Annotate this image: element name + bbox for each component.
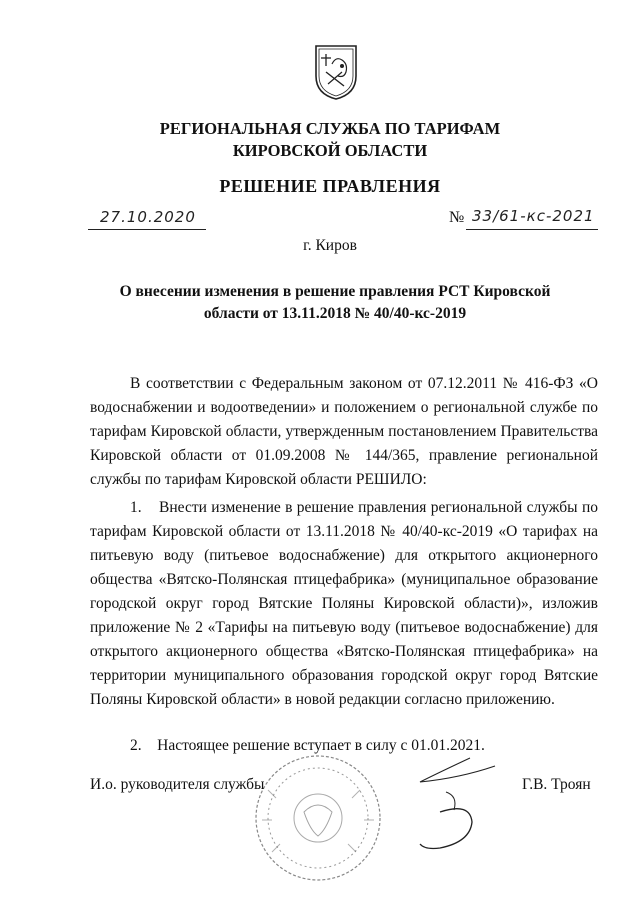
- document-date: 27.10.2020: [100, 208, 196, 226]
- document-number: 33/61-кс-2021: [472, 207, 595, 225]
- city: г. Киров: [303, 237, 357, 254]
- document-subject: О внесении изменения в решение правления РСТ Кировской области от 13.11.2018 № 40/40-кс-2019: [119, 283, 551, 322]
- number-underline: [466, 229, 598, 230]
- intro-paragraph: В соответствии с Федеральным законом от 07.12.2011 № 416-ФЗ «О водоснабжении и водоотведении» и положением о региональной службе по тарифам Кировской области, утвержденным постановлением Правительства Кировской области от 01.09.2008 № 144/365, правление региональной службы по тарифам Кировской области РЕШИЛО:: [90, 375, 598, 488]
- date-underline: [88, 229, 206, 230]
- item-1-paragraph: 1. Внести изменение в решение правления региональной службы по тарифам Кировской области от 13.11.2018 № 40/40-кс-2019 «О тарифах на питьевую воду (питьевое водоснабжение) для открытого акционерного общества «Вятско-Полянская птицефабрика» (муниципальное образование городской округ город Вятские Поляны Кировской области)», изложив приложение № 2 «Тарифы на питьевую воду (питьевое водоснабжение) для открытого акционерного общества «Вятско-Полянская птицефабрика» на территории муниципального образования городской округ город Вятские Поляны Кировской области» в новой редакции согласно приложению.: [90, 499, 598, 708]
- official-seal-icon: [248, 740, 388, 890]
- document-title: РЕШЕНИЕ ПРАВЛЕНИЯ: [219, 176, 441, 196]
- organization-name-line1: РЕГИОНАЛЬНАЯ СЛУЖБА ПО ТАРИФАМ: [159, 119, 501, 138]
- signatory-position: И.о. руководителя службы: [90, 776, 265, 793]
- signatory-name: Г.В. Троян: [522, 776, 591, 793]
- item-2-paragraph: 2. Настоящее решение вступает в силу с 01.01.2021.: [130, 737, 485, 754]
- number-label: №: [449, 209, 465, 226]
- organization-name-line2: КИРОВСКОЙ ОБЛАСТИ: [232, 141, 428, 160]
- coat-of-arms-icon: [312, 42, 360, 102]
- handwritten-signature: [400, 752, 510, 872]
